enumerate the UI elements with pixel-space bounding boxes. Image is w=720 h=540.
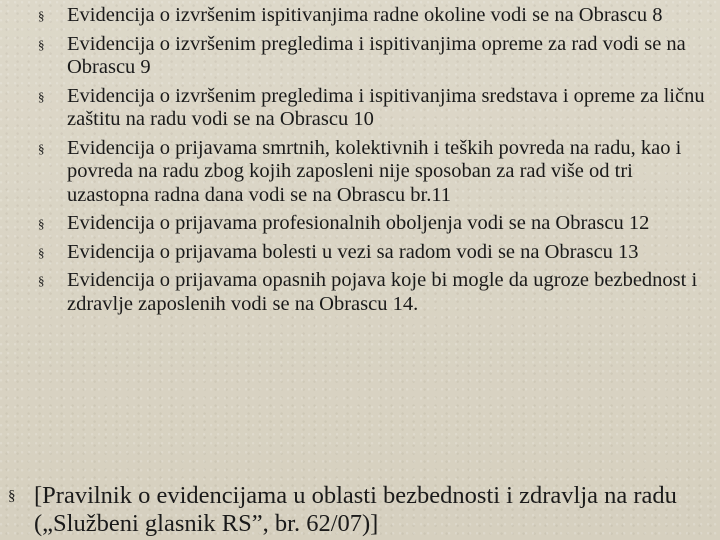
list-item-text: Evidencija o prijavama opasnih pojava koje bi mogle da ugroze bezbednost i zdravlje zaposlenih vodi se na Obrascu 14. (67, 269, 698, 315)
main-bullet-item (8, 482, 720, 538)
square-bullet-icon: § (38, 8, 45, 23)
list-item (38, 4, 710, 28)
sub-bullet-list (38, 4, 710, 321)
list-item-text: Evidencija o izvršenim pregledima i ispitivanjima opreme za rad vodi se na Obrascu 9 (67, 32, 686, 78)
list-item-text: Evidencija o prijavama bolesti u vezi sa radom vodi se na Obrascu 13 (67, 240, 639, 263)
list-item (38, 137, 710, 208)
list-item-text: Evidencija o prijavama profesionalnih oboljenja vodi se na Obrascu 12 (67, 212, 650, 234)
square-bullet-icon: § (38, 216, 45, 231)
list-item (38, 241, 710, 265)
list-item-text: Evidencija o prijavama smrtnih, kolektivnih i teških povreda na radu, kao i povreda na radu zbog kojih zaposleni nije sposoban za rad više od tri uzastopna radna dana vodi se na Obrascu br.11 (67, 136, 682, 206)
square-bullet-icon: § (38, 88, 45, 104)
list-item (38, 212, 710, 236)
square-bullet-icon: § (38, 273, 45, 288)
square-bullet-icon: § (38, 36, 45, 52)
regulation-reference: [Pravilnik o evidencijama u oblasti bezbednosti i zdravlja na radu („Službeni glasnik RS”, br. 62/07)] (34, 482, 677, 537)
list-item-text: Evidencija o izvršenim pregledima i ispitivanjima sredstava i opreme za ličnu zaštitu na radu vodi se na Obrascu 10 (67, 84, 705, 130)
square-bullet-icon: § (38, 244, 45, 260)
list-item (38, 269, 710, 316)
square-bullet-icon: § (38, 140, 45, 156)
list-item-text: Evidencija o izvršenim ispitivanjima radne okoline vodi se na Obrascu 8 (67, 4, 663, 26)
square-bullet-icon: § (8, 488, 16, 504)
list-item (38, 85, 710, 132)
list-item (38, 33, 710, 80)
